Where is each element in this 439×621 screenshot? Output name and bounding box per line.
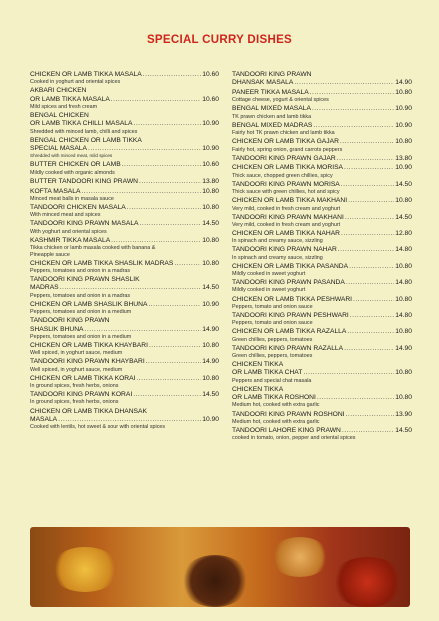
menu-item-line xyxy=(232,312,412,320)
menu-item-name: BUTTER CHICKEN OR LAMB xyxy=(30,161,121,169)
menu-item xyxy=(30,342,219,357)
menu-item-name-prefix: TANDOORI KING PRAWN xyxy=(232,71,312,78)
menu-item-line xyxy=(30,71,219,79)
menu-item xyxy=(30,301,219,316)
menu-item xyxy=(30,358,219,373)
dot-leader xyxy=(350,312,394,320)
menu-item xyxy=(30,71,219,86)
menu-item xyxy=(30,204,219,219)
menu-item-line xyxy=(30,375,219,383)
menu-item-price: 10.80 xyxy=(395,197,412,205)
menu-item-name: MASALA xyxy=(30,415,58,423)
menu-item-name-prefix: TANDOORI KING PRAWN SHASLIK xyxy=(30,276,140,284)
menu-item-name: CHICKEN OR LAMB TIKKA KORAI xyxy=(30,374,136,382)
dot-leader xyxy=(317,394,394,402)
menu-item-description: Green chillies, peppers, tomatoes xyxy=(232,353,313,360)
menu-item-price: 14.80 xyxy=(395,311,412,319)
menu-item xyxy=(30,391,219,406)
menu-item-name: MADRAS xyxy=(30,284,59,292)
menu-item-line xyxy=(232,328,412,336)
menu-item-price: 10.80 xyxy=(202,341,219,349)
dot-leader xyxy=(60,284,202,292)
dot-leader xyxy=(344,345,394,353)
menu-item-description: Mildly cooked in sweet yoghurt xyxy=(232,287,306,294)
menu-item-name: TANDOORI KING PRAWN RAZALLA xyxy=(232,344,344,352)
menu-item-name: OR LAMB TIKKA MASALA xyxy=(30,95,110,103)
dot-leader xyxy=(338,246,394,254)
menu-item-description: In spinach and creamy sauce, sizzling xyxy=(232,254,323,261)
menu-item-name: CHICKEN OR LAMB TIKKA SHASLIK MADRAS xyxy=(30,259,174,267)
menu-item-description: Peppers, tomato and onion sauce xyxy=(232,320,313,327)
menu-item-description: Very mild, cooked in fresh cream and yoghurt xyxy=(232,205,341,212)
dot-leader xyxy=(346,279,394,287)
menu-item-description: Very mild, cooked in fresh cream and yoghurt xyxy=(232,221,341,228)
menu-item-name: OR LAMB TIKKA CHILLI MASALA xyxy=(30,120,133,128)
menu-item-price: 10.90 xyxy=(395,105,412,113)
menu-item-description: In ground spices, fresh herbs, onions xyxy=(30,399,119,406)
menu-item-description: Mild spices and fresh cream xyxy=(30,103,98,110)
menu-item-price: 10.80 xyxy=(395,394,412,402)
dot-leader xyxy=(347,328,394,336)
dot-leader xyxy=(136,375,201,383)
menu-item-line xyxy=(232,345,412,353)
menu-item-price: 10.80 xyxy=(395,138,412,146)
menu-item-line xyxy=(30,120,219,128)
menu-item-description: In spinach and creamy sauce, sizzling xyxy=(232,238,323,245)
menu-item-description: Medium hot, cooked with extra garlic xyxy=(232,418,320,425)
dot-leader xyxy=(122,161,202,169)
menu-item-price: 10.80 xyxy=(202,259,219,267)
menu-item-price: 14.80 xyxy=(395,279,412,287)
menu-item-name: CHICKEN OR LAMB TIKKA NAHAR xyxy=(232,230,341,238)
menu-item-description: Thick sauce with green chillies, hot and spicy xyxy=(232,189,340,196)
menu-item-name: BUTTER TANDOORI KING PRAWN xyxy=(30,177,138,185)
chilli-powder-icon xyxy=(330,557,405,607)
dot-leader xyxy=(81,188,201,196)
menu-item-line xyxy=(232,214,412,222)
menu-item-name: TANDOORI KING PRAWN PASANDA xyxy=(232,279,345,287)
menu-item-name: CHICKEN OR LAMB TIKKA PESHWARI xyxy=(232,295,353,303)
menu-item-name: OR LAMB TIKKA CHAT xyxy=(232,369,303,377)
dot-leader xyxy=(127,204,202,212)
menu-item xyxy=(232,279,412,294)
menu-item-description: Thick sauce, chopped green chillies, spicy xyxy=(232,172,333,179)
menu-item xyxy=(232,427,412,442)
menu-item-name: CHICKEN OR LAMB TIKKA MASALA xyxy=(30,71,142,78)
menu-item-name: CHICKEN OR LAMB TIKKA KHAYBARI xyxy=(30,341,148,349)
menu-item xyxy=(30,112,219,135)
dot-leader xyxy=(340,138,394,146)
menu-item-price: 10.60 xyxy=(202,71,219,78)
spice-bowl-icon xyxy=(50,547,120,592)
dot-leader xyxy=(348,197,394,205)
menu-item-price: 14.50 xyxy=(202,284,219,292)
menu-item-line xyxy=(30,416,219,424)
menu-item-line xyxy=(30,237,219,245)
menu-item-line xyxy=(30,204,219,212)
menu-item-description: Well spiced, in yoghurt sauce, medium xyxy=(30,366,123,373)
dot-leader xyxy=(341,181,395,189)
menu-item-name: CHICKEN OR LAMB SHASLIK BHUNA xyxy=(30,300,148,308)
menu-item-name: TANDOORI KING PRAWN KHAYBARI xyxy=(30,358,145,366)
menu-item-price: 14.90 xyxy=(202,358,219,366)
menu-item-name-prefix: BENGAL CHICKEN OR LAMB TIKKA xyxy=(30,136,142,144)
menu-item xyxy=(232,345,412,360)
dot-leader xyxy=(344,164,394,172)
menu-item-line xyxy=(232,394,412,402)
menu-item xyxy=(232,312,412,327)
menu-item-name-prefix: CHICKEN OR LAMB TIKKA DHANSAK xyxy=(30,407,147,415)
page-title: SPECIAL CURRY DISHES xyxy=(146,34,293,46)
spices-photo-banner xyxy=(30,527,410,607)
menu-item-price: 14.50 xyxy=(202,220,219,228)
menu-item-name-prefix: CHICKEN TIKKA xyxy=(232,361,284,369)
dot-leader xyxy=(337,155,395,163)
menu-item xyxy=(232,361,412,384)
menu-item xyxy=(232,386,412,409)
menu-item-description: Cottage cheese, yogurt & oriental spices xyxy=(232,97,329,104)
menu-item-line xyxy=(30,161,219,169)
menu-item xyxy=(30,260,219,275)
menu-item-price: 14.90 xyxy=(395,79,412,87)
menu-item-price: 10.80 xyxy=(202,187,219,195)
menu-item-line xyxy=(30,145,219,153)
menu-item-price: 14.50 xyxy=(395,180,412,188)
menu-item-description: Fairly hot, spring onion, grand carrots peppers xyxy=(232,146,343,153)
menu-item-line xyxy=(232,427,412,435)
dot-leader xyxy=(345,214,394,222)
menu-item xyxy=(232,214,412,229)
menu-item xyxy=(30,161,219,176)
menu-item-price: 10.90 xyxy=(202,120,219,128)
menu-item-name: SPECIAL MASALA xyxy=(30,145,87,153)
menu-item-line xyxy=(232,369,412,377)
menu-item-line xyxy=(232,181,412,189)
menu-item-line xyxy=(232,197,412,205)
menu-item xyxy=(30,237,219,258)
menu-item-name: BENGAL MIXED MADRAS xyxy=(232,121,313,129)
menu-item xyxy=(232,71,412,88)
menu-item-line xyxy=(232,138,412,146)
menu-item-description: Cooked with lentils, hot sweet & sour with oriental spices xyxy=(30,424,166,431)
menu-item xyxy=(232,197,412,212)
menu-item-description: With minced meat and spices xyxy=(30,212,101,219)
menu-item xyxy=(232,328,412,343)
menu-item-price: 10.80 xyxy=(395,369,412,377)
menu-item-name: TANDOORI KING PRAWN NAHAR xyxy=(232,246,337,254)
menu-item-name: TANDOORI KING PRAWN MORISA xyxy=(232,180,340,188)
menu-item-name-prefix: TANDOORI KING PRAWN xyxy=(30,317,110,325)
menu-item-description: Shredded with minced meat, mild spices xyxy=(30,153,113,159)
menu-item-name: TANDOORI KING PRAWN GAJAR xyxy=(232,154,336,162)
menu-item-price: 10.60 xyxy=(202,161,219,169)
menu-item-price: 10.80 xyxy=(202,204,219,212)
menu-item xyxy=(30,408,219,431)
menu-item-name-prefix: AKBARI CHICKEN xyxy=(30,87,87,95)
menu-item-price: 10.80 xyxy=(395,89,412,97)
menu-item-description: With yoghurt and oriental spices xyxy=(30,228,107,235)
menu-item-description: Peppers, tomatoes and onion in a medium xyxy=(30,333,132,340)
menu-item-name: KOFTA MASALA xyxy=(30,187,81,195)
dot-leader xyxy=(346,411,395,419)
dot-leader xyxy=(85,326,202,334)
menu-item xyxy=(232,138,412,153)
menu-item-line xyxy=(232,79,412,87)
menu-item-price: 10.90 xyxy=(202,145,219,153)
dot-leader xyxy=(146,358,202,366)
menu-item xyxy=(232,230,412,245)
menu-item-line xyxy=(232,230,412,238)
dot-leader xyxy=(342,427,394,435)
menu-item-description: Peppers, tomatoes and onion in a madras xyxy=(30,292,131,299)
menu-column-right xyxy=(232,71,412,443)
menu-item-name: CHICKEN OR LAMB TIKKA MAKHANI xyxy=(232,197,348,205)
menu-item-description: Minced meat balls in masala sauce xyxy=(30,195,114,202)
menu-item-name: CHICKEN OR LAMB TIKKA MORISA xyxy=(232,164,343,172)
menu-item-price: 14.50 xyxy=(395,426,412,434)
menu-item xyxy=(30,276,219,299)
dot-leader xyxy=(303,369,394,377)
menu-item-price: 10.90 xyxy=(202,300,219,308)
menu-item-description: cooked in tomato, onion, pepper and oriental spices xyxy=(232,435,356,442)
menu-item xyxy=(232,89,412,104)
menu-item-description: Cooked in yoghurt and oriental spices xyxy=(30,79,121,86)
menu-item-line xyxy=(30,301,219,309)
dot-leader xyxy=(140,220,202,228)
menu-item-description: Shredded with minced lamb, chilli and spices xyxy=(30,128,138,135)
dot-leader xyxy=(310,89,395,97)
menu-item-line xyxy=(30,188,219,196)
menu-item-line xyxy=(232,122,412,130)
menu-item-name: TANDOORI KING PRAWN PESHWARI xyxy=(232,311,349,319)
menu-item-price: 14.90 xyxy=(395,344,412,352)
menu-item-line xyxy=(232,105,412,113)
menu-item-price: 13.90 xyxy=(395,410,412,418)
menu-item-line xyxy=(30,284,219,292)
menu-item-price: 13.80 xyxy=(202,177,219,185)
menu-item xyxy=(30,220,219,235)
menu-item-name: SHASLIK BHUNA xyxy=(30,325,84,333)
menu-item-price: 13.80 xyxy=(395,154,412,162)
menu-item-line xyxy=(30,358,219,366)
menu-item-name: BENGAL MIXED MASALA xyxy=(232,105,311,113)
menu-item-description: In ground spices, fresh herbs, onions xyxy=(30,383,119,390)
menu-item-line xyxy=(232,246,412,254)
dot-leader xyxy=(149,342,201,350)
dot-leader xyxy=(58,416,201,424)
menu-item xyxy=(232,263,412,278)
menu-item-line xyxy=(30,342,219,350)
menu-item-price: 14.80 xyxy=(395,246,412,254)
menu-item-description: Peppers and special chat masala xyxy=(232,377,312,384)
dot-leader xyxy=(341,230,394,238)
menu-item-description: Green chillies, peppers, tomatoes xyxy=(232,336,313,343)
dot-leader xyxy=(111,96,201,104)
menu-item-line xyxy=(30,260,219,268)
menu-item-price: 10.60 xyxy=(202,95,219,103)
dot-leader xyxy=(88,145,201,153)
menu-item-price: 12.80 xyxy=(395,230,412,238)
menu-item xyxy=(232,411,412,426)
menu-item-name: CHICKEN OR LAMB TIKKA RAZALLA xyxy=(232,328,347,336)
dot-leader xyxy=(312,105,394,113)
menu-item xyxy=(30,317,219,340)
menu-item xyxy=(30,375,219,390)
menu-item-name: TANDOORI CHICKEN MASALA xyxy=(30,204,126,212)
menu-item-price: 10.90 xyxy=(395,164,412,172)
menu-item xyxy=(30,87,219,110)
menu-item-name: TANDOORI KING PRAWN MAKHANI xyxy=(232,213,344,221)
dot-leader xyxy=(111,237,201,245)
dot-leader xyxy=(133,391,201,399)
menu-item-line xyxy=(30,96,219,104)
menu-item xyxy=(232,122,412,137)
menu-item-price: 10.90 xyxy=(202,415,219,423)
menu-item-name: KASHMIR TIKKA MASALA xyxy=(30,236,111,244)
menu-item xyxy=(232,164,412,179)
menu-item-price: 10.90 xyxy=(395,121,412,129)
menu-item-description: Mildly cooked with organic almonds xyxy=(30,169,115,176)
dot-leader xyxy=(143,71,202,79)
menu-item xyxy=(232,181,412,196)
menu-item-description: Pineapple sauce xyxy=(30,251,70,258)
menu-item-name: TANDOORI KING PRAWN KORAI xyxy=(30,391,133,399)
dot-leader xyxy=(139,178,201,186)
menu-column-left xyxy=(30,71,219,432)
menu-item-price: 10.80 xyxy=(202,236,219,244)
menu-item-line xyxy=(232,263,412,271)
menu-item-description: TK prawn chicken and lamb tikka xyxy=(232,113,312,120)
dot-leader xyxy=(133,120,201,128)
menu-item-line xyxy=(30,391,219,399)
menu-item xyxy=(232,246,412,261)
menu-item-name-prefix: CHICKEN TIKKA xyxy=(232,385,284,393)
menu-item-description: Peppers, tomatoes and onion in a medium xyxy=(30,309,132,316)
menu-item xyxy=(30,188,219,203)
cinnamon-icon xyxy=(270,537,330,577)
menu-item-price: 14.50 xyxy=(395,213,412,221)
menu-item-price: 10.80 xyxy=(395,295,412,303)
menu-item-price: 10.80 xyxy=(395,328,412,336)
menu-item-price: 14.50 xyxy=(202,391,219,399)
menu-item xyxy=(30,178,219,186)
menu-item-line xyxy=(30,178,219,186)
menu-item-price: 10.80 xyxy=(202,374,219,382)
peppercorns-icon xyxy=(180,555,250,607)
menu-item xyxy=(30,137,219,160)
menu-item-line xyxy=(232,296,412,304)
dot-leader xyxy=(349,263,394,271)
menu-item-line xyxy=(232,279,412,287)
menu-item-name-prefix: BENGAL CHICKEN xyxy=(30,112,89,120)
menu-item-line xyxy=(30,220,219,228)
menu-item-description: Medium hot, cooked with extra garlic xyxy=(232,402,320,409)
menu-item-description: Fairly hot TK prawn chicken and lamb tikka xyxy=(232,130,335,137)
menu-item-name: PANEER TIKKA MASALA xyxy=(232,89,309,97)
menu-item-line xyxy=(232,411,412,419)
menu-item-description: Mildly cooked in sweet yoghurt xyxy=(232,271,306,278)
menu-item-description: Tikka chicken or lamb masala cooked with banana & xyxy=(30,245,156,252)
menu-item-description: Well spiced, in yoghurt sauce, medium xyxy=(30,350,123,357)
menu-item-price: 14.90 xyxy=(202,325,219,333)
menu-item xyxy=(232,155,412,163)
menu-item-name: CHICKEN OR LAMB TIKKA GAJAR xyxy=(232,138,339,146)
menu-item-name: TANDOORI KING PRAWN MASALA xyxy=(30,220,139,228)
menu-item-line xyxy=(232,164,412,172)
menu-item-price: 10.80 xyxy=(395,262,412,270)
menu-item-name: CHICKEN OR LAMB TIKKA PASANDA xyxy=(232,262,349,270)
menu-item-line xyxy=(232,89,412,97)
menu-item-description: Peppers, tomato and onion sauce xyxy=(232,303,313,310)
dot-leader xyxy=(148,301,201,309)
menu-item-name: OR LAMB TIKKA ROSHONI xyxy=(232,394,316,402)
menu-item-line xyxy=(232,155,412,163)
menu-item-name: TANDOORI KING PRAWN ROSHONI xyxy=(232,410,345,418)
menu-item xyxy=(232,296,412,311)
dot-leader xyxy=(353,296,394,304)
dot-leader xyxy=(294,79,394,87)
menu-item-name: DHANSAK MASALA xyxy=(232,79,294,87)
menu-item-description: Peppers, tomatoes and onion in a madras xyxy=(30,268,131,275)
menu-item xyxy=(232,105,412,120)
dot-leader xyxy=(174,260,201,268)
menu-item-line xyxy=(30,326,219,334)
menu-item-name: TANDOORI LAHORE KING PRAWN xyxy=(232,426,341,434)
dot-leader xyxy=(313,122,394,130)
